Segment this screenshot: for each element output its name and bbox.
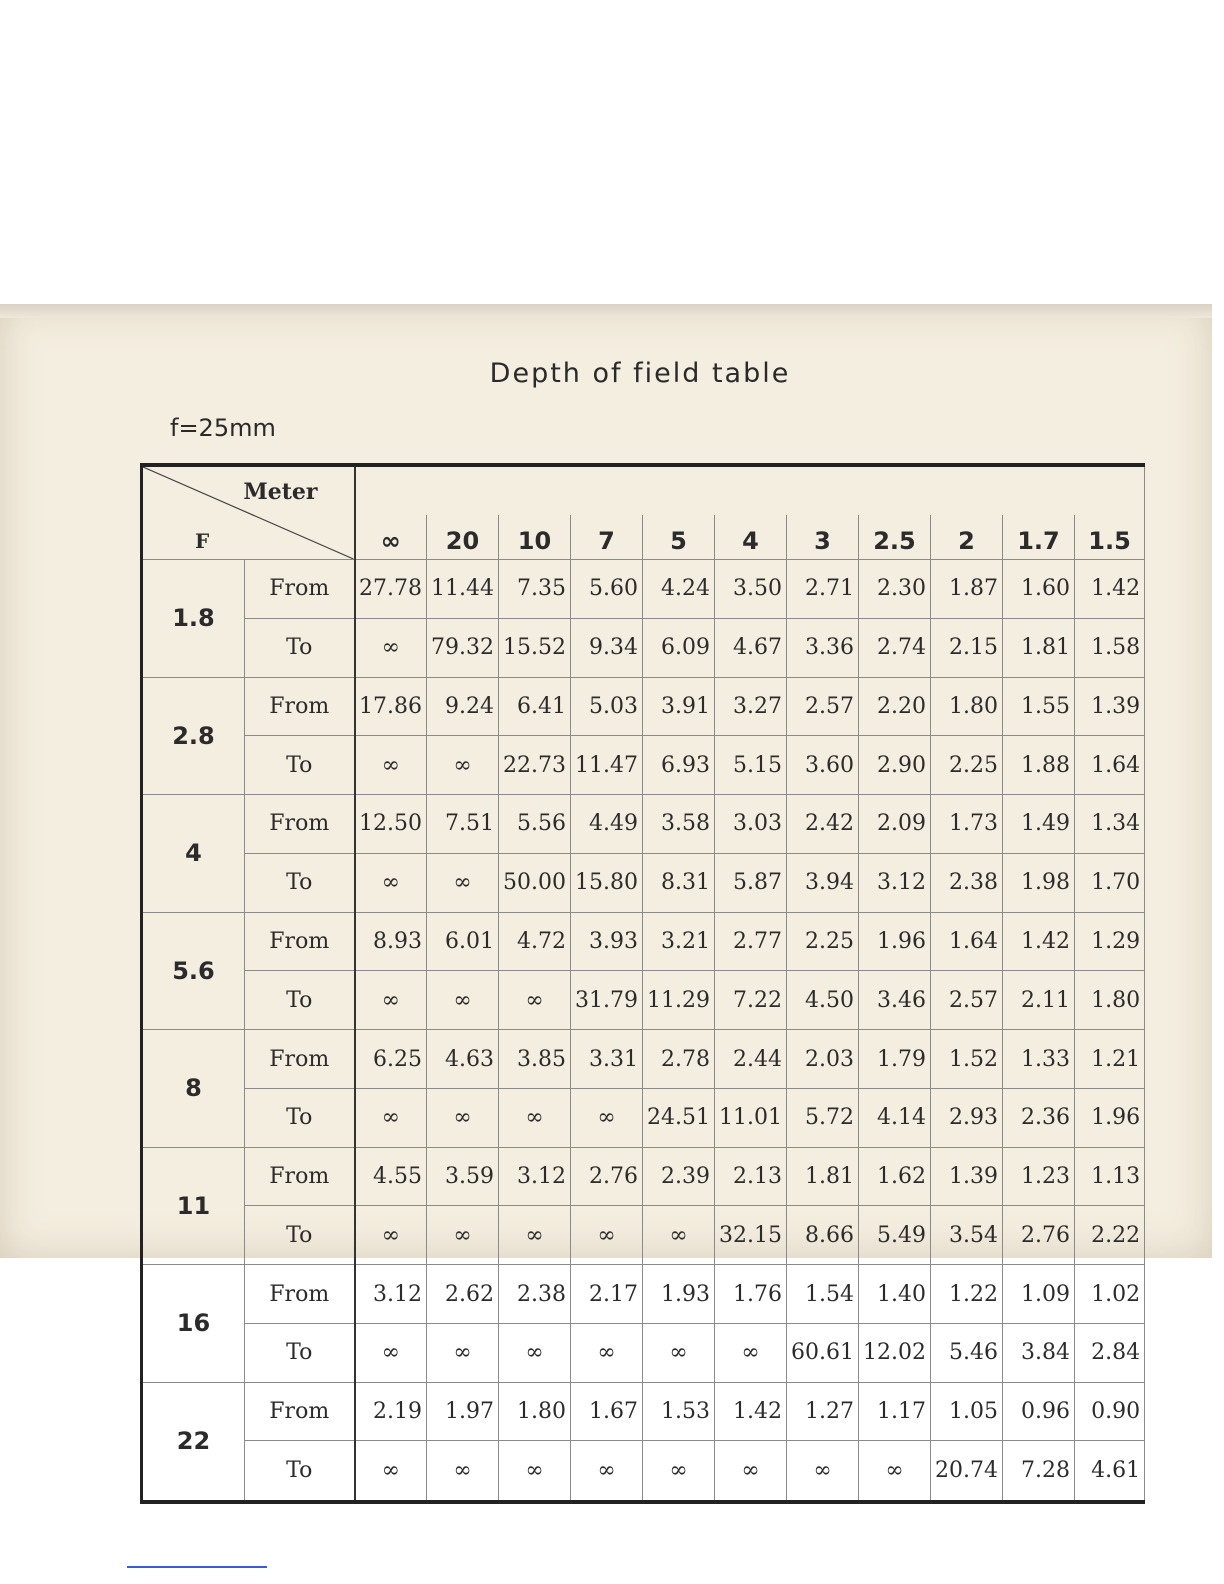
- f-stop-cell: 4: [142, 795, 245, 913]
- from-value-cell: 1.80: [931, 677, 1003, 736]
- from-value-cell: 0.96: [1003, 1382, 1075, 1441]
- from-value-cell: 1.79: [859, 1030, 931, 1089]
- to-value-cell: 5.49: [859, 1206, 931, 1265]
- from-value-cell: 27.78: [355, 560, 427, 619]
- to-value-cell: ∞: [571, 1323, 643, 1382]
- to-value-cell: 4.67: [715, 618, 787, 677]
- to-value-cell: ∞: [499, 1088, 571, 1147]
- to-value-cell: 2.22: [1075, 1206, 1145, 1265]
- to-value-cell: ∞: [355, 618, 427, 677]
- to-value-cell: ∞: [427, 736, 499, 795]
- to-value-cell: ∞: [355, 1323, 427, 1382]
- from-value-cell: 1.93: [643, 1265, 715, 1324]
- table-row-from: [142, 1265, 1145, 1324]
- from-value-cell: 3.50: [715, 560, 787, 619]
- from-value-cell: 1.34: [1075, 795, 1145, 854]
- from-value-cell: 1.17: [859, 1382, 931, 1441]
- table-row-to: [142, 618, 1145, 677]
- to-value-cell: 20.74: [931, 1441, 1003, 1502]
- to-value-cell: ∞: [643, 1323, 715, 1382]
- to-value-cell: ∞: [571, 1206, 643, 1265]
- to-value-cell: ∞: [499, 1441, 571, 1502]
- to-value-cell: ∞: [499, 1206, 571, 1265]
- table-row-from: [142, 912, 1145, 971]
- from-value-cell: 6.01: [427, 912, 499, 971]
- from-label-cell: From: [245, 677, 355, 736]
- to-label-cell: To: [245, 1206, 355, 1265]
- from-value-cell: 2.42: [787, 795, 859, 854]
- table-row-to: [142, 1206, 1145, 1265]
- to-value-cell: 7.22: [715, 971, 787, 1030]
- distance-header-cell: 2: [931, 515, 1003, 560]
- distance-header-cell: 5: [643, 515, 715, 560]
- f-stop-cell: 16: [142, 1265, 245, 1383]
- from-value-cell: 4.72: [499, 912, 571, 971]
- from-value-cell: 3.12: [499, 1147, 571, 1206]
- from-value-cell: 2.38: [499, 1265, 571, 1324]
- from-value-cell: 1.49: [1003, 795, 1075, 854]
- to-value-cell: ∞: [787, 1441, 859, 1502]
- from-value-cell: 3.91: [643, 677, 715, 736]
- to-value-cell: 5.72: [787, 1088, 859, 1147]
- from-label-cell: From: [245, 912, 355, 971]
- to-label-cell: To: [245, 1088, 355, 1147]
- from-value-cell: 1.40: [859, 1265, 931, 1324]
- from-value-cell: 3.31: [571, 1030, 643, 1089]
- header-row-top: [142, 465, 1145, 515]
- to-value-cell: 2.36: [1003, 1088, 1075, 1147]
- from-value-cell: 2.30: [859, 560, 931, 619]
- to-value-cell: 1.58: [1075, 618, 1145, 677]
- to-value-cell: 1.96: [1075, 1088, 1145, 1147]
- from-value-cell: 2.25: [787, 912, 859, 971]
- to-value-cell: 2.25: [931, 736, 1003, 795]
- to-value-cell: ∞: [427, 1323, 499, 1382]
- distance-header-cell: 3: [787, 515, 859, 560]
- to-value-cell: ∞: [355, 971, 427, 1030]
- to-value-cell: 3.36: [787, 618, 859, 677]
- page-title: Depth of field table: [489, 358, 791, 389]
- to-value-cell: ∞: [643, 1441, 715, 1502]
- from-value-cell: 1.21: [1075, 1030, 1145, 1089]
- distance-header-cell: 7: [571, 515, 643, 560]
- to-value-cell: 2.90: [859, 736, 931, 795]
- to-value-cell: 2.76: [1003, 1206, 1075, 1265]
- to-value-cell: 11.29: [643, 971, 715, 1030]
- distance-header-cell: 4: [715, 515, 787, 560]
- from-value-cell: 1.80: [499, 1382, 571, 1441]
- from-value-cell: 11.44: [427, 560, 499, 619]
- from-value-cell: 1.67: [571, 1382, 643, 1441]
- to-value-cell: 79.32: [427, 618, 499, 677]
- f-stop-cell: 8: [142, 1030, 245, 1148]
- table-body: [142, 560, 1145, 1503]
- from-value-cell: 1.76: [715, 1265, 787, 1324]
- distance-header-cell: ∞: [355, 515, 427, 560]
- from-value-cell: 0.90: [1075, 1382, 1145, 1441]
- table-row-to: [142, 1323, 1145, 1382]
- to-value-cell: 1.80: [1075, 971, 1145, 1030]
- to-value-cell: ∞: [355, 1206, 427, 1265]
- from-value-cell: 8.93: [355, 912, 427, 971]
- from-value-cell: 3.12: [355, 1265, 427, 1324]
- to-value-cell: 24.51: [643, 1088, 715, 1147]
- distance-header-cell: 1.5: [1075, 515, 1145, 560]
- distance-header-cell: 20: [427, 515, 499, 560]
- from-value-cell: 1.62: [859, 1147, 931, 1206]
- from-value-cell: 1.33: [1003, 1030, 1075, 1089]
- from-value-cell: 1.64: [931, 912, 1003, 971]
- to-value-cell: ∞: [355, 853, 427, 912]
- to-value-cell: ∞: [427, 1441, 499, 1502]
- table-row-to: [142, 971, 1145, 1030]
- from-value-cell: 2.39: [643, 1147, 715, 1206]
- to-value-cell: 15.80: [571, 853, 643, 912]
- to-value-cell: 2.93: [931, 1088, 1003, 1147]
- from-value-cell: 7.35: [499, 560, 571, 619]
- to-value-cell: ∞: [499, 1323, 571, 1382]
- to-value-cell: 2.84: [1075, 1323, 1145, 1382]
- from-value-cell: 3.03: [715, 795, 787, 854]
- to-value-cell: 5.15: [715, 736, 787, 795]
- from-value-cell: 2.19: [355, 1382, 427, 1441]
- from-value-cell: 1.09: [1003, 1265, 1075, 1324]
- to-value-cell: 15.52: [499, 618, 571, 677]
- f-stop-cell: 5.6: [142, 912, 245, 1030]
- f-stop-cell: 22: [142, 1382, 245, 1502]
- from-value-cell: 1.53: [643, 1382, 715, 1441]
- to-value-cell: ∞: [715, 1323, 787, 1382]
- to-value-cell: 2.11: [1003, 971, 1075, 1030]
- to-value-cell: 22.73: [499, 736, 571, 795]
- from-value-cell: 5.03: [571, 677, 643, 736]
- from-value-cell: 1.96: [859, 912, 931, 971]
- to-value-cell: 12.02: [859, 1323, 931, 1382]
- to-label-cell: To: [245, 1323, 355, 1382]
- to-value-cell: ∞: [355, 1088, 427, 1147]
- from-value-cell: 2.09: [859, 795, 931, 854]
- table-row-to: [142, 853, 1145, 912]
- from-label-cell: From: [245, 1030, 355, 1089]
- from-label-cell: From: [245, 1382, 355, 1441]
- to-value-cell: 9.34: [571, 618, 643, 677]
- from-value-cell: 1.02: [1075, 1265, 1145, 1324]
- from-value-cell: 1.97: [427, 1382, 499, 1441]
- from-value-cell: 1.39: [1075, 677, 1145, 736]
- from-value-cell: 2.76: [571, 1147, 643, 1206]
- from-value-cell: 2.62: [427, 1265, 499, 1324]
- from-value-cell: 12.50: [355, 795, 427, 854]
- table-row-to: [142, 1441, 1145, 1502]
- from-label-cell: From: [245, 560, 355, 619]
- from-value-cell: 1.81: [787, 1147, 859, 1206]
- from-value-cell: 1.52: [931, 1030, 1003, 1089]
- meter-label: Meter: [243, 479, 318, 505]
- table-row-from: [142, 677, 1145, 736]
- from-value-cell: 1.55: [1003, 677, 1075, 736]
- from-value-cell: 1.87: [931, 560, 1003, 619]
- f-label: F: [195, 529, 210, 553]
- table-row-from: [142, 1147, 1145, 1206]
- from-value-cell: 1.05: [931, 1382, 1003, 1441]
- from-value-cell: 2.20: [859, 677, 931, 736]
- to-value-cell: 6.09: [643, 618, 715, 677]
- from-value-cell: 1.54: [787, 1265, 859, 1324]
- from-value-cell: 4.63: [427, 1030, 499, 1089]
- to-value-cell: 3.60: [787, 736, 859, 795]
- to-value-cell: ∞: [643, 1206, 715, 1265]
- header-blank-cell: [355, 465, 1145, 515]
- from-value-cell: 1.42: [1075, 560, 1145, 619]
- focal-length-label: f=25mm: [170, 414, 276, 442]
- to-value-cell: 5.46: [931, 1323, 1003, 1382]
- to-value-cell: ∞: [355, 736, 427, 795]
- to-value-cell: 1.64: [1075, 736, 1145, 795]
- to-value-cell: 7.28: [1003, 1441, 1075, 1502]
- footer-link-underline: [127, 1566, 267, 1568]
- to-value-cell: ∞: [859, 1441, 931, 1502]
- to-value-cell: 1.81: [1003, 618, 1075, 677]
- to-value-cell: 1.98: [1003, 853, 1075, 912]
- to-value-cell: 1.70: [1075, 853, 1145, 912]
- to-label-cell: To: [245, 853, 355, 912]
- distance-header-cell: 2.5: [859, 515, 931, 560]
- to-value-cell: 8.31: [643, 853, 715, 912]
- to-value-cell: ∞: [571, 1441, 643, 1502]
- from-value-cell: 4.55: [355, 1147, 427, 1206]
- to-value-cell: ∞: [427, 971, 499, 1030]
- f-stop-cell: 11: [142, 1147, 245, 1265]
- f-stop-cell: 2.8: [142, 677, 245, 795]
- to-value-cell: 32.15: [715, 1206, 787, 1265]
- from-value-cell: 1.73: [931, 795, 1003, 854]
- from-value-cell: 1.42: [1003, 912, 1075, 971]
- to-label-cell: To: [245, 736, 355, 795]
- from-value-cell: 3.59: [427, 1147, 499, 1206]
- from-value-cell: 4.49: [571, 795, 643, 854]
- to-value-cell: ∞: [499, 971, 571, 1030]
- distance-header-cell: 1.7: [1003, 515, 1075, 560]
- from-value-cell: 1.42: [715, 1382, 787, 1441]
- table-row-from: [142, 1030, 1145, 1089]
- to-value-cell: 5.87: [715, 853, 787, 912]
- from-value-cell: 2.57: [787, 677, 859, 736]
- from-value-cell: 3.27: [715, 677, 787, 736]
- from-value-cell: 1.39: [931, 1147, 1003, 1206]
- distance-header-cell: 10: [499, 515, 571, 560]
- from-value-cell: 6.25: [355, 1030, 427, 1089]
- from-value-cell: 17.86: [355, 677, 427, 736]
- from-value-cell: 3.85: [499, 1030, 571, 1089]
- from-label-cell: From: [245, 1265, 355, 1324]
- to-value-cell: ∞: [427, 1206, 499, 1265]
- to-value-cell: 8.66: [787, 1206, 859, 1265]
- from-value-cell: 3.21: [643, 912, 715, 971]
- to-label-cell: To: [245, 1441, 355, 1502]
- from-value-cell: 2.13: [715, 1147, 787, 1206]
- from-value-cell: 2.77: [715, 912, 787, 971]
- to-value-cell: 50.00: [499, 853, 571, 912]
- from-value-cell: 3.93: [571, 912, 643, 971]
- table-row-from: [142, 560, 1145, 619]
- to-value-cell: ∞: [715, 1441, 787, 1502]
- to-value-cell: 6.93: [643, 736, 715, 795]
- from-value-cell: 2.78: [643, 1030, 715, 1089]
- to-value-cell: 3.54: [931, 1206, 1003, 1265]
- to-value-cell: 3.46: [859, 971, 931, 1030]
- to-value-cell: 3.84: [1003, 1323, 1075, 1382]
- to-value-cell: ∞: [355, 1441, 427, 1502]
- to-value-cell: 3.94: [787, 853, 859, 912]
- to-label-cell: To: [245, 971, 355, 1030]
- to-value-cell: 11.47: [571, 736, 643, 795]
- table-row-to: [142, 736, 1145, 795]
- from-value-cell: 7.51: [427, 795, 499, 854]
- to-value-cell: ∞: [571, 1088, 643, 1147]
- from-value-cell: 2.44: [715, 1030, 787, 1089]
- from-value-cell: 1.60: [1003, 560, 1075, 619]
- from-value-cell: 1.13: [1075, 1147, 1145, 1206]
- from-value-cell: 1.27: [787, 1382, 859, 1441]
- from-label-cell: From: [245, 1147, 355, 1206]
- from-value-cell: 9.24: [427, 677, 499, 736]
- from-value-cell: 5.56: [499, 795, 571, 854]
- depth-of-field-table: [140, 463, 1145, 1504]
- table-row-from: [142, 795, 1145, 854]
- to-value-cell: 4.61: [1075, 1441, 1145, 1502]
- to-value-cell: 4.50: [787, 971, 859, 1030]
- header-corner-cell: [142, 465, 355, 560]
- from-value-cell: 1.29: [1075, 912, 1145, 971]
- from-value-cell: 1.22: [931, 1265, 1003, 1324]
- from-label-cell: From: [245, 795, 355, 854]
- to-value-cell: 2.15: [931, 618, 1003, 677]
- to-value-cell: 2.74: [859, 618, 931, 677]
- from-value-cell: 6.41: [499, 677, 571, 736]
- from-value-cell: 4.24: [643, 560, 715, 619]
- page-top-edge: [0, 304, 1212, 318]
- to-value-cell: 60.61: [787, 1323, 859, 1382]
- from-value-cell: 2.17: [571, 1265, 643, 1324]
- from-value-cell: 3.58: [643, 795, 715, 854]
- to-value-cell: 3.12: [859, 853, 931, 912]
- to-value-cell: 11.01: [715, 1088, 787, 1147]
- to-value-cell: 31.79: [571, 971, 643, 1030]
- table-row-from: [142, 1382, 1145, 1441]
- table-row-to: [142, 1088, 1145, 1147]
- to-value-cell: 2.38: [931, 853, 1003, 912]
- from-value-cell: 2.03: [787, 1030, 859, 1089]
- to-value-cell: ∞: [427, 853, 499, 912]
- from-value-cell: 1.23: [1003, 1147, 1075, 1206]
- to-label-cell: To: [245, 618, 355, 677]
- from-value-cell: 5.60: [571, 560, 643, 619]
- to-value-cell: 4.14: [859, 1088, 931, 1147]
- to-value-cell: ∞: [427, 1088, 499, 1147]
- to-value-cell: 2.57: [931, 971, 1003, 1030]
- from-value-cell: 2.71: [787, 560, 859, 619]
- to-value-cell: 1.88: [1003, 736, 1075, 795]
- f-stop-cell: 1.8: [142, 560, 245, 678]
